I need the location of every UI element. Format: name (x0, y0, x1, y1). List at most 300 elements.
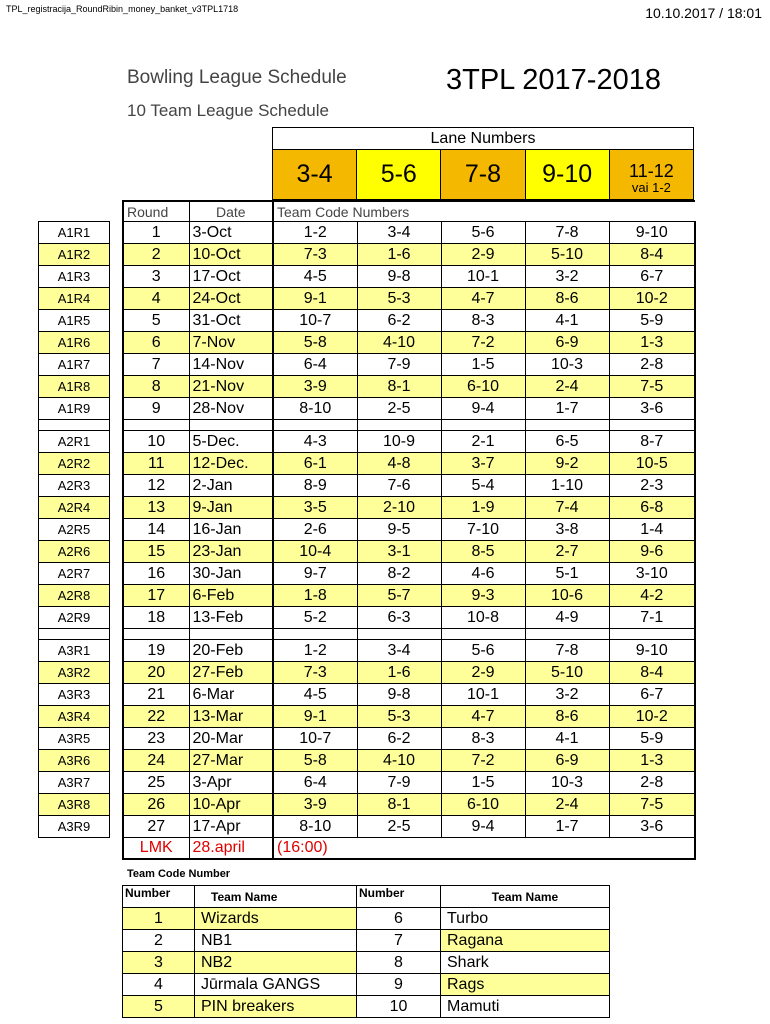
match-pair: 7-2 (441, 750, 525, 772)
final-time: (16:00) (273, 838, 695, 860)
match-pair: 8-4 (609, 244, 695, 266)
match-pair: 1-10 (525, 475, 609, 497)
team-row (123, 974, 610, 996)
gap-cell (123, 629, 189, 640)
match-pair: 6-8 (609, 497, 695, 519)
match-pair: 1-5 (441, 354, 525, 376)
gap-cell (525, 420, 609, 431)
code-row (39, 453, 110, 475)
team-name: PIN breakers (195, 996, 357, 1018)
gap-cell (357, 629, 441, 640)
round-date: 9-Jan (189, 497, 273, 519)
round-number: 1 (123, 222, 189, 244)
match-pair: 2-8 (609, 354, 695, 376)
round-date: 31-Oct (189, 310, 273, 332)
print-datetime: 10.10.2017 / 18:01 (645, 5, 762, 21)
round-code: A3R6 (39, 750, 110, 772)
match-pair: 2-5 (357, 398, 441, 420)
lane-sublabel: vai 1-2 (631, 179, 671, 195)
match-pair: 7-9 (357, 772, 441, 794)
match-pair: 3-1 (357, 541, 441, 563)
match-pair: 8-4 (609, 662, 695, 684)
match-pair: 5-10 (525, 662, 609, 684)
code-row (39, 222, 110, 244)
round-code: A1R7 (39, 354, 110, 376)
match-pair: 3-7 (441, 453, 525, 475)
match-pair: 3-9 (273, 376, 357, 398)
round-code: A2R5 (39, 519, 110, 541)
round-code: A2R1 (39, 431, 110, 453)
round-date: 3-Apr (189, 772, 273, 794)
round-number: 19 (123, 640, 189, 662)
table-row (123, 497, 695, 519)
lane-numbers-header (272, 127, 694, 200)
table-row (123, 772, 695, 794)
match-pair: 5-9 (609, 310, 695, 332)
match-pair: 1-7 (525, 398, 609, 420)
match-pair: 4-5 (273, 266, 357, 288)
code-row (39, 266, 110, 288)
match-pair: 2-3 (609, 475, 695, 497)
season-title: 3TPL 2017-2018 (446, 64, 661, 96)
round-number: 18 (123, 607, 189, 629)
match-pair: 1-5 (441, 772, 525, 794)
round-code: A3R7 (39, 772, 110, 794)
match-pair: 1-6 (357, 244, 441, 266)
table-row (123, 750, 695, 772)
match-pair: 9-1 (273, 288, 357, 310)
round-number: 5 (123, 310, 189, 332)
round-code: A3R1 (39, 640, 110, 662)
match-pair: 7-2 (441, 332, 525, 354)
match-pair: 4-7 (441, 288, 525, 310)
match-pair: 5-1 (525, 563, 609, 585)
match-pair: 5-6 (441, 640, 525, 662)
code-row (39, 332, 110, 354)
code-row (39, 794, 110, 816)
round-number: 12 (123, 475, 189, 497)
table-row (123, 662, 695, 684)
team-name: Ragana (441, 930, 610, 952)
code-row (39, 519, 110, 541)
lane-cell: 9-10 (525, 150, 609, 200)
match-pair: 1-2 (273, 222, 357, 244)
round-date: 28-Nov (189, 398, 273, 420)
match-pair: 6-10 (441, 376, 525, 398)
table-row (123, 706, 695, 728)
gap-cell (39, 629, 110, 640)
table-row (123, 453, 695, 475)
round-number: 8 (123, 376, 189, 398)
match-pair: 5-4 (441, 475, 525, 497)
match-pair: 4-2 (609, 585, 695, 607)
team-name-header: Team Name (195, 886, 357, 908)
match-pair: 2-4 (525, 794, 609, 816)
table-row (123, 288, 695, 310)
match-pair: 7-8 (525, 222, 609, 244)
match-pair: 3-6 (609, 816, 695, 838)
match-pair: 6-9 (525, 332, 609, 354)
match-pair: 7-1 (609, 607, 695, 629)
round-number: 6 (123, 332, 189, 354)
code-row (39, 475, 110, 497)
schedule-gap (123, 629, 695, 640)
round-date: 2-Jan (189, 475, 273, 497)
team-code-label: Team Code Number (127, 868, 231, 880)
match-pair: 9-5 (357, 519, 441, 541)
table-row (123, 585, 695, 607)
table-row (123, 475, 695, 497)
round-code: A2R4 (39, 497, 110, 519)
round-column-header: Round (123, 201, 189, 222)
match-pair: 10-7 (273, 310, 357, 332)
code-row (39, 244, 110, 266)
round-code: A1R6 (39, 332, 110, 354)
match-pair: 3-2 (525, 684, 609, 706)
page-title: Bowling League Schedule (127, 67, 347, 88)
round-number: 4 (123, 288, 189, 310)
round-number: 23 (123, 728, 189, 750)
round-date: 6-Feb (189, 585, 273, 607)
gap-cell (189, 420, 273, 431)
match-pair: 4-9 (525, 607, 609, 629)
round-number: 7 (123, 354, 189, 376)
match-pair: 1-8 (273, 585, 357, 607)
match-pair: 1-2 (273, 640, 357, 662)
match-pair: 8-6 (525, 706, 609, 728)
code-row (39, 310, 110, 332)
round-date: 16-Jan (189, 519, 273, 541)
match-pair: 7-10 (441, 519, 525, 541)
table-row (123, 640, 695, 662)
match-pair: 2-8 (609, 772, 695, 794)
gap-cell (189, 629, 273, 640)
match-pair: 5-10 (525, 244, 609, 266)
match-pair: 1-7 (525, 816, 609, 838)
match-pair: 10-7 (273, 728, 357, 750)
match-pair: 9-10 (609, 640, 695, 662)
round-date: 30-Jan (189, 563, 273, 585)
table-row (123, 728, 695, 750)
match-pair: 5-6 (441, 222, 525, 244)
round-number: 2 (123, 244, 189, 266)
lane-numbers-title: Lane Numbers (273, 128, 694, 150)
gap-cell (273, 629, 357, 640)
table-row (123, 398, 695, 420)
gap-cell (273, 420, 357, 431)
match-pair: 10-1 (441, 266, 525, 288)
round-code: A3R3 (39, 684, 110, 706)
match-pair: 6-1 (273, 453, 357, 475)
round-date: 10-Oct (189, 244, 273, 266)
code-row (39, 607, 110, 629)
round-date: 5-Dec. (189, 431, 273, 453)
match-pair: 5-9 (609, 728, 695, 750)
gap-cell (609, 629, 695, 640)
round-number: 3 (123, 266, 189, 288)
match-pair: 9-4 (441, 816, 525, 838)
match-pair: 4-1 (525, 728, 609, 750)
team-number: 8 (357, 952, 441, 974)
match-pair: 9-7 (273, 563, 357, 585)
match-pair: 1-9 (441, 497, 525, 519)
round-number: 15 (123, 541, 189, 563)
round-date: 23-Jan (189, 541, 273, 563)
match-pair: 2-1 (441, 431, 525, 453)
match-pair: 5-8 (273, 332, 357, 354)
match-pair: 10-1 (441, 684, 525, 706)
match-pair: 7-3 (273, 662, 357, 684)
round-date: 20-Feb (189, 640, 273, 662)
match-pair: 10-3 (525, 772, 609, 794)
match-pair: 5-7 (357, 585, 441, 607)
round-number: 13 (123, 497, 189, 519)
team-name: Rags (441, 974, 610, 996)
lane-cell: 3-4 (273, 150, 357, 200)
match-pair: 8-5 (441, 541, 525, 563)
match-pair: 9-4 (441, 398, 525, 420)
match-pair: 10-6 (525, 585, 609, 607)
code-row (39, 354, 110, 376)
match-pair: 8-3 (441, 728, 525, 750)
code-row (39, 585, 110, 607)
round-date: 27-Mar (189, 750, 273, 772)
match-pair: 4-1 (525, 310, 609, 332)
match-pair: 6-5 (525, 431, 609, 453)
team-number-header: Number (357, 886, 441, 908)
match-pair: 3-9 (273, 794, 357, 816)
round-number: 21 (123, 684, 189, 706)
code-row (39, 706, 110, 728)
match-pair: 10-5 (609, 453, 695, 475)
round-number: 22 (123, 706, 189, 728)
team-number: 7 (357, 930, 441, 952)
match-pair: 6-2 (357, 310, 441, 332)
team-number: 3 (123, 952, 195, 974)
round-date: 20-Mar (189, 728, 273, 750)
match-pair: 9-6 (609, 541, 695, 563)
round-number: 10 (123, 431, 189, 453)
table-row (123, 354, 695, 376)
round-date: 14-Nov (189, 354, 273, 376)
match-pair: 2-7 (525, 541, 609, 563)
round-code: A1R5 (39, 310, 110, 332)
match-pair: 3-10 (609, 563, 695, 585)
match-pair: 9-8 (357, 266, 441, 288)
round-code: A1R9 (39, 398, 110, 420)
lane-cell (609, 150, 693, 200)
team-number: 4 (123, 974, 195, 996)
match-pair: 8-2 (357, 563, 441, 585)
table-row (123, 816, 695, 838)
match-pair: 6-4 (273, 354, 357, 376)
match-pair: 3-2 (525, 266, 609, 288)
gap-cell (123, 420, 189, 431)
match-pair: 3-8 (525, 519, 609, 541)
match-pair: 6-7 (609, 684, 695, 706)
team-name: NB1 (195, 930, 357, 952)
gap-cell (441, 629, 525, 640)
match-pair: 6-10 (441, 794, 525, 816)
match-pair: 2-6 (273, 519, 357, 541)
table-row (123, 541, 695, 563)
round-code: A3R2 (39, 662, 110, 684)
team-row (123, 996, 610, 1018)
match-pair: 2-4 (525, 376, 609, 398)
match-pair: 1-3 (609, 332, 695, 354)
match-pair: 8-1 (357, 376, 441, 398)
round-date: 17-Apr (189, 816, 273, 838)
match-pair: 10-3 (525, 354, 609, 376)
gap-cell (609, 420, 695, 431)
schedule-gap (123, 420, 695, 431)
round-code: A2R8 (39, 585, 110, 607)
team-row (123, 952, 610, 974)
match-pair: 8-9 (273, 475, 357, 497)
code-row (39, 662, 110, 684)
round-date: 13-Feb (189, 607, 273, 629)
round-code: A1R8 (39, 376, 110, 398)
round-date: 6-Mar (189, 684, 273, 706)
table-row (123, 244, 695, 266)
code-gap (39, 420, 110, 431)
code-row (39, 816, 110, 838)
team-number: 10 (357, 996, 441, 1018)
round-code: A2R9 (39, 607, 110, 629)
team-number-header: Number (123, 886, 195, 908)
team-name: Turbo (441, 908, 610, 930)
table-row (123, 607, 695, 629)
table-row (123, 222, 695, 244)
code-row (39, 772, 110, 794)
code-row (39, 750, 110, 772)
match-pair: 1-3 (609, 750, 695, 772)
lane-label: 11-12 (629, 160, 674, 181)
match-pair: 4-3 (273, 431, 357, 453)
team-number: 1 (123, 908, 195, 930)
round-number: 25 (123, 772, 189, 794)
lane-cell: 7-8 (441, 150, 525, 200)
round-date: 3-Oct (189, 222, 273, 244)
code-gap (39, 629, 110, 640)
team-number: 9 (357, 974, 441, 996)
team-name: Jūrmala GANGS (195, 974, 357, 996)
match-pair: 7-4 (525, 497, 609, 519)
table-row (123, 332, 695, 354)
lane-cell: 5-6 (357, 150, 441, 200)
match-pair: 9-8 (357, 684, 441, 706)
final-date: 28.april (189, 838, 273, 860)
match-pair: 9-1 (273, 706, 357, 728)
match-pair: 2-5 (357, 816, 441, 838)
gap-cell (525, 629, 609, 640)
match-pair: 10-4 (273, 541, 357, 563)
round-code: A3R9 (39, 816, 110, 838)
round-date: 7-Nov (189, 332, 273, 354)
match-pair: 7-5 (609, 794, 695, 816)
round-number: 26 (123, 794, 189, 816)
round-date: 12-Dec. (189, 453, 273, 475)
match-pair: 5-2 (273, 607, 357, 629)
code-row (39, 376, 110, 398)
match-pair: 4-8 (357, 453, 441, 475)
round-number: 11 (123, 453, 189, 475)
match-pair: 8-7 (609, 431, 695, 453)
match-pair: 10-2 (609, 706, 695, 728)
match-pair: 10-8 (441, 607, 525, 629)
code-row (39, 563, 110, 585)
table-row (123, 376, 695, 398)
match-pair: 7-3 (273, 244, 357, 266)
match-pair: 4-7 (441, 706, 525, 728)
team-number: 6 (357, 908, 441, 930)
match-pair: 7-8 (525, 640, 609, 662)
match-pair: 5-8 (273, 750, 357, 772)
round-number: 27 (123, 816, 189, 838)
match-pair: 9-10 (609, 222, 695, 244)
match-pair: 6-7 (609, 266, 695, 288)
match-pair: 3-6 (609, 398, 695, 420)
team-name: Mamuti (441, 996, 610, 1018)
round-code: A2R3 (39, 475, 110, 497)
team-row (123, 908, 610, 930)
match-pair: 4-6 (441, 563, 525, 585)
schedule-column-header (122, 200, 695, 222)
date-column-header: Date (189, 201, 273, 222)
code-row (39, 728, 110, 750)
code-row (39, 288, 110, 310)
table-row (123, 310, 695, 332)
match-pair: 5-3 (357, 706, 441, 728)
round-number: 9 (123, 398, 189, 420)
team-name: Wizards (195, 908, 357, 930)
round-code: A3R4 (39, 706, 110, 728)
round-code: A1R1 (39, 222, 110, 244)
match-pair: 5-3 (357, 288, 441, 310)
round-code: A2R7 (39, 563, 110, 585)
match-pair: 6-3 (357, 607, 441, 629)
match-pair: 7-5 (609, 376, 695, 398)
team-code-table (122, 885, 610, 1018)
match-pair: 8-3 (441, 310, 525, 332)
team-name-header: Team Name (441, 886, 610, 908)
round-number: 20 (123, 662, 189, 684)
team-number: 5 (123, 996, 195, 1018)
round-date: 13-Mar (189, 706, 273, 728)
round-date: 24-Oct (189, 288, 273, 310)
match-pair: 8-10 (273, 398, 357, 420)
round-code: A1R3 (39, 266, 110, 288)
round-number: 17 (123, 585, 189, 607)
table-row (123, 684, 695, 706)
code-row (39, 497, 110, 519)
table-row (123, 519, 695, 541)
team-name: NB2 (195, 952, 357, 974)
match-pair: 6-2 (357, 728, 441, 750)
gap-cell (441, 420, 525, 431)
round-number: 14 (123, 519, 189, 541)
round-code: A1R4 (39, 288, 110, 310)
table-row (123, 266, 695, 288)
code-row (39, 431, 110, 453)
round-date: 10-Apr (189, 794, 273, 816)
match-pair: 4-10 (357, 750, 441, 772)
round-code-column (38, 221, 110, 838)
round-date: 21-Nov (189, 376, 273, 398)
schedule-table (122, 221, 696, 860)
code-row (39, 398, 110, 420)
code-row (39, 541, 110, 563)
